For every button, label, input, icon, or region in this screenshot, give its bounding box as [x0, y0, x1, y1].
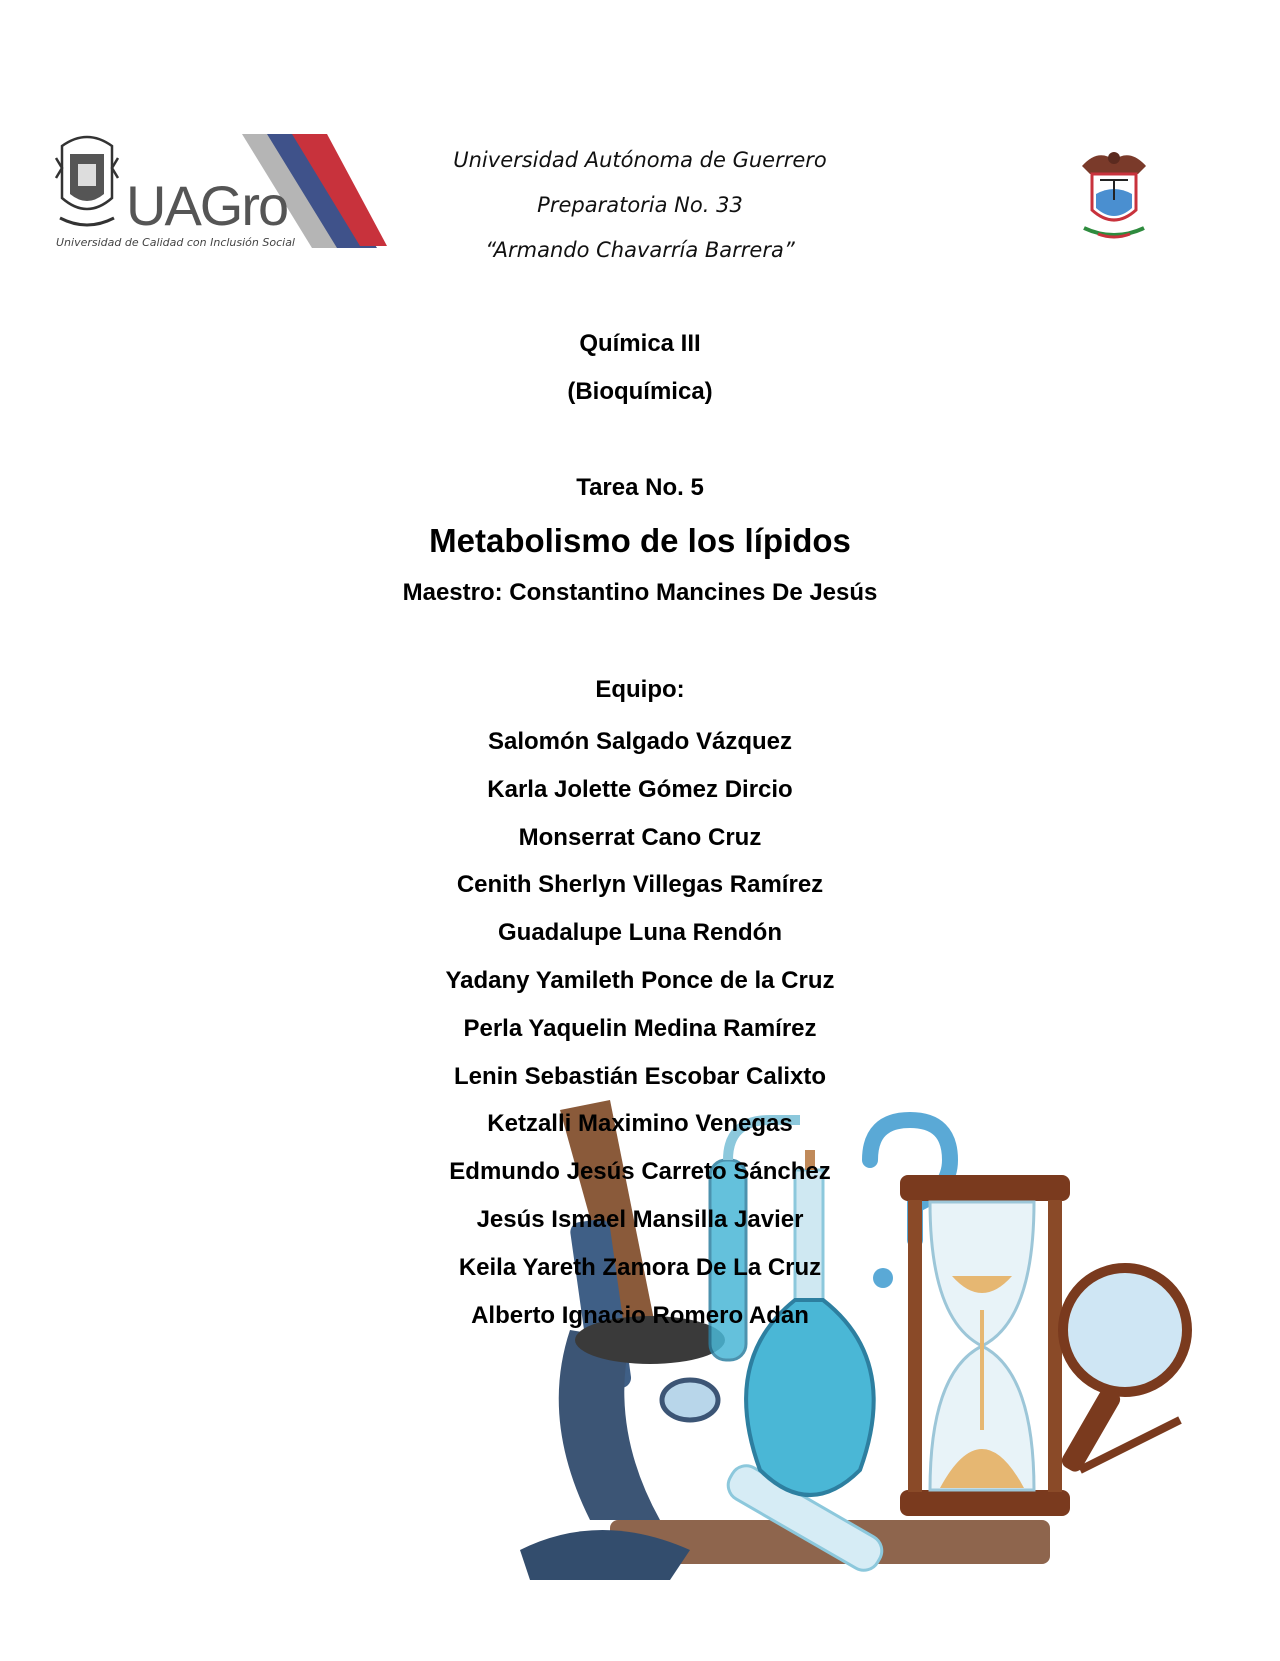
course-subtitle: (Bioquímica) [567, 378, 713, 405]
team-member: Ketzalli Maximino Venegas [487, 1110, 793, 1138]
team-member: Karla Jolette Gómez Dircio [487, 775, 793, 803]
team-member: Edmundo Jesús Carreto Sánchez [449, 1158, 831, 1186]
uagro-logo [52, 128, 392, 258]
course-subject: Química III [579, 330, 701, 357]
team-member: Lenin Sebastián Escobar Calixto [453, 1062, 827, 1090]
team-member: Cenith Sherlyn Villegas Ramírez [456, 871, 824, 899]
assignment-number: Tarea No. 5 [576, 474, 704, 501]
team-member: Yadany Yamileth Ponce de la Cruz [445, 966, 835, 994]
team-member: Keila Yareth Zamora De La Cruz [458, 1253, 822, 1281]
team-member-list [0, 718, 1280, 1339]
teacher-name: Maestro: Constantino Mancines De Jesús [402, 579, 878, 606]
logo-wordmark: UAGro [126, 174, 288, 237]
team-member: Jesús Ismael Mansilla Javier [476, 1205, 804, 1233]
school-name: “Armando Chavarría Barrera” [485, 238, 795, 262]
team-member: Perla Yaquelin Medina Ramírez [463, 1014, 817, 1042]
assignment-title: Metabolismo de los lípidos [429, 522, 851, 559]
preparatoria-name: Preparatoria No. 33 [537, 193, 743, 217]
team-member: Alberto Ignacio Romero Adan [471, 1301, 809, 1329]
eagle-shield-icon [1078, 144, 1150, 244]
school-emblem [1078, 144, 1150, 244]
team-member: Guadalupe Luna Rendón [497, 919, 782, 947]
logo-tagline: Universidad de Calidad con Inclusión Social [56, 236, 295, 249]
team-label: Equipo: [595, 676, 685, 703]
institution-name: Universidad Autónoma de Guerrero [453, 148, 827, 172]
team-member: Monserrat Cano Cruz [518, 823, 762, 851]
team-member: Salomón Salgado Vázquez [487, 728, 793, 755]
